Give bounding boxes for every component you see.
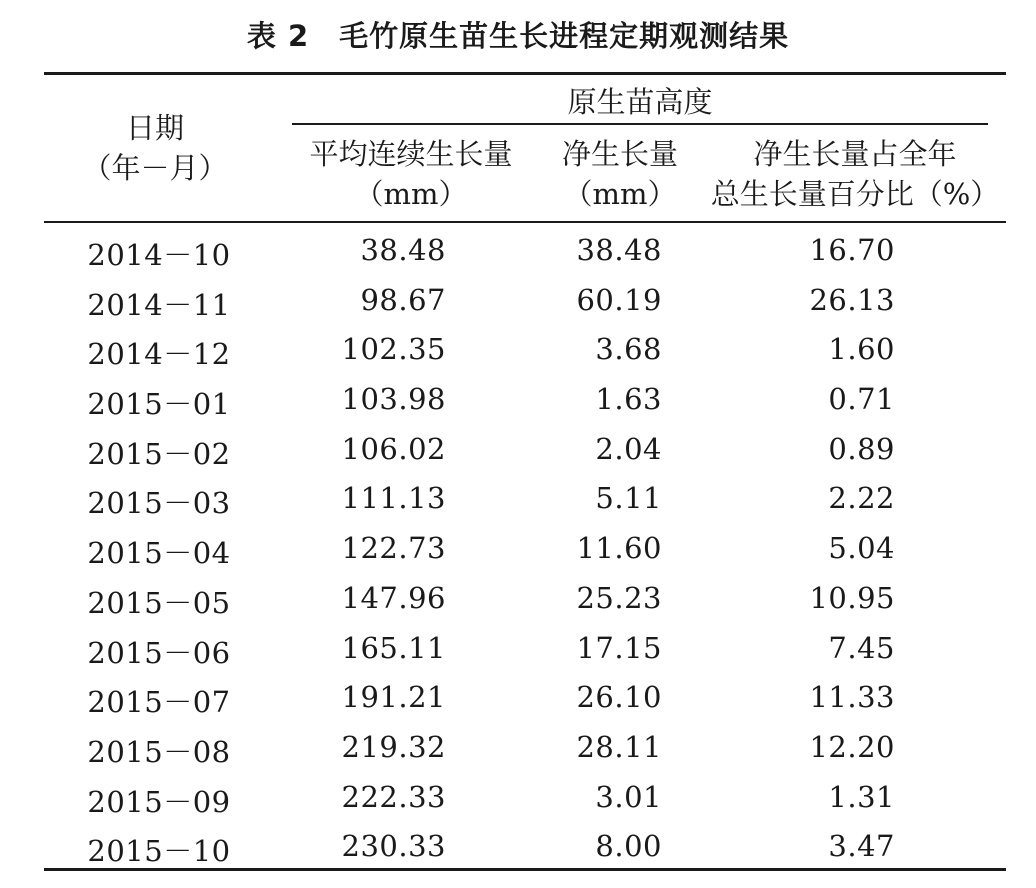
- table-row: [0, 672, 1036, 722]
- bottom-rule: [44, 868, 1006, 871]
- header-avg-growth-unit: （mm）: [354, 177, 468, 211]
- cell-date: 2014－11: [87, 287, 231, 322]
- table-row: [0, 722, 1036, 772]
- cell-pct: 7.45: [828, 630, 895, 665]
- cell-net: 60.19: [576, 282, 662, 317]
- header-date-unit: （年－月）: [82, 151, 228, 185]
- cell-avg: 222.33: [341, 779, 446, 814]
- table-row: [0, 324, 1036, 374]
- cell-net: 3.01: [595, 779, 662, 814]
- header-percent-line2: 总生长量百分比（%）: [710, 177, 1000, 211]
- header-net-growth-unit: （mm）: [563, 177, 677, 211]
- table-row: [0, 225, 1036, 275]
- cell-date: 2015－04: [87, 536, 231, 571]
- table-title: 毛竹原生苗生长进程定期观测结果: [339, 19, 790, 53]
- cell-pct: 3.47: [828, 829, 895, 864]
- cell-pct: 12.20: [809, 729, 895, 764]
- header-percent-line1: 净生长量占全年: [753, 137, 957, 171]
- cell-date: 2015－07: [87, 685, 231, 720]
- table-row: [0, 573, 1036, 623]
- cell-date: 2015－10: [87, 834, 231, 869]
- cell-net: 25.23: [576, 580, 662, 615]
- table-row: [0, 523, 1036, 573]
- table-row: [0, 424, 1036, 474]
- cell-net: 17.15: [576, 630, 662, 665]
- table-caption: [0, 14, 1036, 55]
- table-body: [0, 225, 1036, 871]
- cell-net: 11.60: [576, 531, 662, 566]
- cell-date: 2014－10: [87, 238, 231, 272]
- cell-date: 2015－05: [87, 585, 231, 620]
- cell-pct: 1.31: [828, 779, 895, 814]
- cell-avg: 102.35: [341, 332, 446, 367]
- cell-avg: 122.73: [341, 531, 446, 566]
- table-row: [0, 473, 1036, 523]
- table-row: [0, 772, 1036, 822]
- cell-avg: 191.21: [341, 680, 446, 715]
- header-net-growth: [552, 134, 688, 214]
- header-avg-growth-label: 平均连续生长量: [309, 137, 513, 171]
- cell-pct: 5.04: [828, 531, 895, 566]
- cell-net: 8.00: [595, 829, 662, 864]
- cell-net: 2.04: [595, 431, 662, 466]
- cell-net: 5.11: [595, 481, 662, 516]
- header-group-label: 原生苗高度: [567, 85, 713, 119]
- cell-date: 2015－02: [87, 436, 231, 471]
- table-row: [0, 821, 1036, 871]
- cell-pct: 16.70: [809, 233, 895, 267]
- cell-avg: 219.32: [341, 729, 446, 764]
- cell-avg: 165.11: [341, 630, 446, 665]
- cell-date: 2015－08: [87, 734, 231, 769]
- cell-date: 2015－01: [87, 387, 231, 422]
- header-percent: [700, 134, 1010, 214]
- cell-date: 2015－03: [87, 486, 231, 521]
- cell-date: 2015－06: [87, 635, 231, 670]
- cell-pct: 10.95: [809, 580, 895, 615]
- cell-net: 26.10: [576, 680, 662, 715]
- cell-avg: 111.13: [341, 481, 446, 516]
- cell-date: 2015－09: [87, 784, 231, 819]
- cell-pct: 1.60: [828, 332, 895, 367]
- cell-net: 28.11: [576, 729, 662, 764]
- cell-avg: 98.67: [360, 282, 446, 317]
- cell-date: 2014－12: [87, 337, 231, 372]
- table-number: 表 2: [246, 19, 310, 53]
- group-rule: [292, 123, 988, 125]
- cell-pct: 26.13: [809, 282, 895, 317]
- table-row: [0, 374, 1036, 424]
- cell-avg: 38.48: [360, 233, 446, 267]
- header-rule: [44, 221, 1006, 223]
- cell-pct: 2.22: [828, 481, 895, 516]
- cell-avg: 103.98: [341, 382, 446, 417]
- cell-avg: 147.96: [341, 580, 446, 615]
- header-net-growth-label: 净生长量: [561, 137, 678, 171]
- cell-avg: 230.33: [341, 829, 446, 864]
- cell-avg: 106.02: [341, 431, 446, 466]
- cell-net: 38.48: [576, 233, 662, 267]
- cell-pct: 0.89: [828, 431, 895, 466]
- cell-net: 1.63: [595, 382, 662, 417]
- table-row: [0, 275, 1036, 325]
- header-group: [292, 82, 988, 122]
- table-row: [0, 623, 1036, 673]
- cell-net: 3.68: [595, 332, 662, 367]
- header-date: [70, 108, 240, 188]
- header-date-label: 日期: [125, 111, 184, 145]
- cell-pct: 0.71: [828, 382, 895, 417]
- top-rule: [44, 72, 1006, 75]
- cell-pct: 11.33: [809, 680, 895, 715]
- header-avg-growth: [286, 134, 536, 214]
